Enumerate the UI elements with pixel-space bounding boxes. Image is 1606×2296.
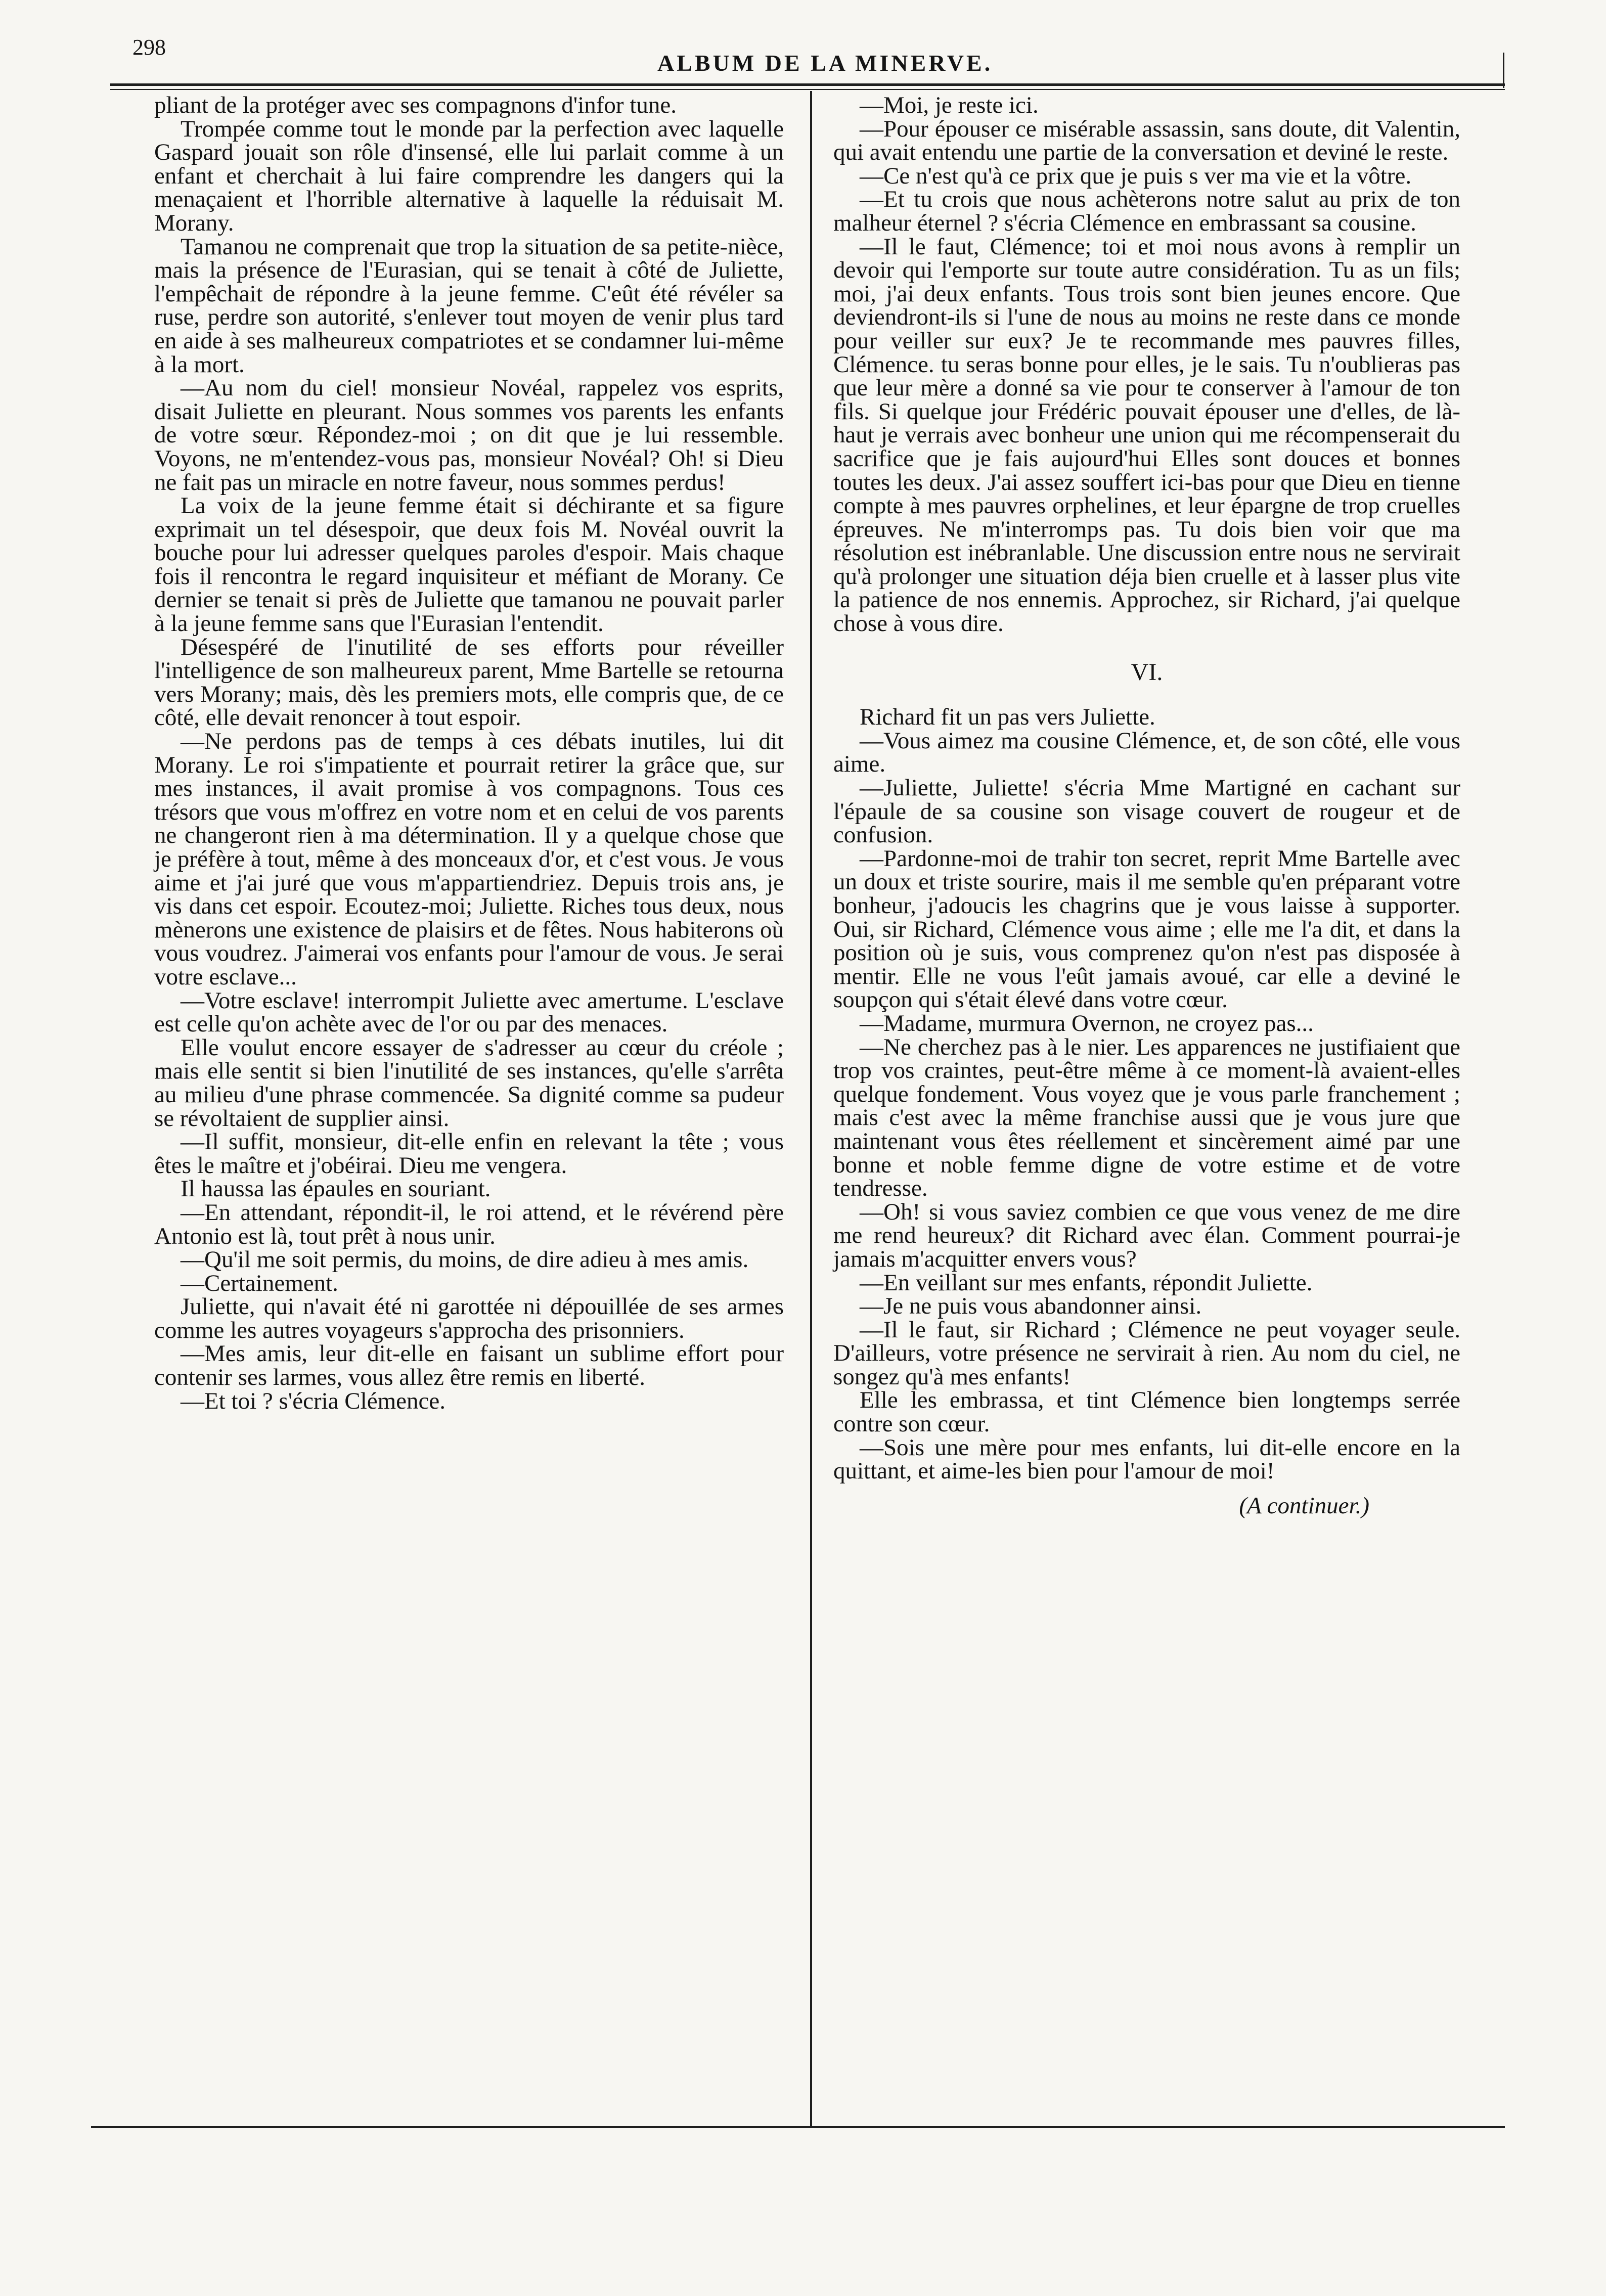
paragraph: Juliette, qui n'avait été ni garottée ni dépouillée de ses armes comme les autres voyageurs s'approcha des prisonniers. bbox=[154, 1293, 784, 1343]
footer-rule bbox=[91, 2126, 1505, 2128]
paragraph: —Il suffit, monsieur, dit-elle enfin en relevant la tête ; vous êtes le maître et j'obéirai. Dieu me vengera. bbox=[154, 1129, 784, 1179]
header-rule bbox=[110, 83, 1505, 86]
paragraph: —Qu'il me soit permis, du moins, de dire adieu à mes amis. bbox=[181, 1246, 749, 1273]
paragraph: —Ne perdons pas de temps à ces débats inutiles, lui dit Morany. Le roi s'impatiente et pourrait retirer la grâce que, sur mes instances, il avait promise à vos compagnons. Tous ces trésors que vous m'offrez en votre nom et en celui de vos parents ne changeront rien à ma détermination. Il y a quelque chose que je préfère à tout, même à des monceaux d'or, et c'est vous. Je vous aime et j'ai juré que vous m'appartiendriez. Depuis trois ans, je vis dans cet espoir. Ecoutez-moi; Juliette. Riches tous deux, nous mènerons une existence de plaisirs et de fêtes. Nous habiterons où vous voudrez. J'aimerai vos enfants pour l'amour de vous. Je serai votre esclave... bbox=[154, 728, 784, 990]
paragraph: —Moi, je reste ici. bbox=[860, 92, 1039, 118]
paragraph: —Pardonne-moi de trahir ton secret, reprit Mme Bartelle avec un doux et triste sourire, mais il me semble qu'en préparant votre bonheur, j'adoucis les chagrins que je vous laisse à supporter. Oui, sir Richard, Clémence vous aime ; elle me l'a dit, et dans la position où je suis, vous comprenez qu'on n'est pas disposée à mentir. Elle ne vous l'eût jamais avoué, car elle a deviné le soupçon qui s'était élevé dans votre cœur. bbox=[833, 845, 1460, 1013]
paragraph: —Votre esclave! interrompit Juliette avec amertume. L'esclave est celle qu'on achète avec de l'or ou par des menaces. bbox=[154, 987, 784, 1038]
paragraph: Désespéré de l'inutilité de ses efforts pour réveiller l'intelligence de son malheureux parent, Mme Bartelle se retourna vers Morany; mais, dès les premiers mots, elle compris que, de ce côté, elle devait renoncer à tout espoir. bbox=[154, 634, 784, 731]
paragraph: Il haussa las épaules en souriant. bbox=[181, 1176, 491, 1202]
column-divider bbox=[810, 91, 812, 2126]
paragraph: —Mes amis, leur dit-elle en faisant un sublime effort pour contenir ses larmes, vous allez être remis en liberté. bbox=[154, 1340, 784, 1391]
paragraph: —Pour épouser ce misérable assassin, sans doute, dit Valentin, qui avait entendu une partie de la conversation et deviné le reste. bbox=[833, 115, 1460, 166]
paragraph: —Ne cherchez pas à le nier. Les apparences ne justifiaient que trop vos craintes, peut-être même à ce moment-là avaient-elles quelque fondement. Vous voyez que je vous parle franchement ; mais c'est avec la même franchise aussi que je vous jure que maintenant vous êtes réellement et sincèrement aimé par une bonne et noble femme digne de votre estime et de votre tendresse. bbox=[833, 1033, 1460, 1202]
continuation-note: (A continuer.) bbox=[1239, 1492, 1369, 1519]
page-number: 298 bbox=[132, 35, 166, 60]
paragraph: —Sois une mère pour mes enfants, lui dit-elle encore en la quittant, et aime-les bien pour l'amour de moi! bbox=[833, 1434, 1460, 1484]
left-column bbox=[154, 94, 784, 1413]
paragraph: —Juliette, Juliette! s'écria Mme Martigné en cachant sur l'épaule de sa cousine son visage couvert de rougeur et de confusion. bbox=[833, 775, 1460, 848]
header-side-rule bbox=[1503, 53, 1504, 88]
header-rule-thin bbox=[110, 89, 1505, 90]
paragraph: —Je ne puis vous abandonner ainsi. bbox=[860, 1293, 1202, 1320]
paragraph: —Il le faut, Clémence; toi et moi nous avons à remplir un devoir qui l'emporte sur toute autre considération. Tu as un fils; moi, j'ai deux enfants. Tous trois sont bien jeunes encore. Que deviendront-ils si l'une de nous au moins ne reste dans ce monde pour veiller sur eux? Je te recommande mes pauvres filles, Clémence. tu seras bonne pour elles, je le sais. Tu n'oublieras pas que leur mère a donné sa vie pour te conserver à l'amour de ton fils. Si quelque jour Frédéric pouvait épouser une d'elles, de là-haut je verrais avec bonheur une union qui me récompenserait du sacrifice que je fais aujourd'hui Elles sont douces et bonnes toutes les deux. J'ai assez souffert ici-bas pour que Dieu en tienne compte à mes pauvres orphelines, et leur épargne de trop cruelles épreuves. Ne m'interromps pas. Tu dois bien voir que ma résolution est inébranlable. Une discussion entre nous ne servirait qu'à prolonger une situation déja bien cruelle et à lasser plus vite la patience de nos ennemis. Approchez, sir Richard, j'ai quelque chose à vous dire. bbox=[833, 233, 1460, 637]
paragraph: Trompée comme tout le monde par la perfection avec laquelle Gaspard jouait son rôle d'insensé, elle lui parlait comme à un enfant et cherchait à lui faire comprendre les dangers qui la menaçaient et l'horrible alternative à laquelle la réduisait M. Morany. bbox=[154, 115, 784, 236]
paragraph: —Et tu crois que nous achèterons notre salut au prix de ton malheur éternel ? s'écria Clémence en embrassant sa cousine. bbox=[833, 186, 1460, 236]
paragraph: —Il le faut, sir Richard ; Clémence ne peut voyager seule. D'ailleurs, votre présence ne servirait à rien. Au nom du ciel, ne songez qu'à mes enfants! bbox=[833, 1316, 1460, 1390]
right-column bbox=[833, 94, 1460, 1517]
paragraph: —Certainement. bbox=[181, 1270, 338, 1296]
paragraph: Tamanou ne comprenait que trop la situation de sa petite-nièce, mais la présence de l'Eurasian, qui se tenait à côté de Juliette, l'empêchait de répondre à la jeune femme. C'eût été révéler sa ruse, perdre son autorité, s'enlever tout moyen de venir plus tard en aide à ses malheureux compatriotes et se condamner lui-même à la mort. bbox=[154, 233, 784, 378]
paragraph: —Ce n'est qu'à ce prix que je puis s ver ma vie et la vôtre. bbox=[860, 162, 1412, 189]
section-heading: VI. bbox=[1131, 658, 1163, 686]
paragraph: —Au nom du ciel! monsieur Novéal, rappelez vos esprits, disait Juliette en pleurant. Nous sommes vos parents les enfants de votre sœur. Répondez-moi ; on dit que je lui ressemble. Voyons, ne m'entendez-vous pas, monsieur Novéal? Oh! si Dieu ne fait pas un miracle en notre faveur, nous sommes perdus! bbox=[154, 375, 784, 496]
running-title: ALBUM DE LA MINERVE. bbox=[657, 50, 993, 76]
paragraph: La voix de la jeune femme était si déchirante et sa figure exprimait un tel désespoir, que deux fois M. Novéal ouvrit la bouche pour lui adresser quelques paroles d'espoir. Mais chaque fois il rencontra le regard inquisiteur et méfiant de Morany. Ce dernier se tenait si près de Juliette que tamanou ne pouvait parler à la jeune femme sans que l'Eurasian l'entendit. bbox=[154, 492, 784, 637]
paragraph: Richard fit un pas vers Juliette. bbox=[860, 704, 1155, 731]
paragraph: Elle les embrassa, et tint Clémence bien longtemps serrée contre son cœur. bbox=[833, 1387, 1460, 1437]
paragraph: —Vous aimez ma cousine Clémence, et, de son côté, elle vous aime. bbox=[833, 727, 1460, 778]
paragraph: Elle voulut encore essayer de s'adresser au cœur du créole ; mais elle sentit si bien l'inutilité de ses instances, qu'elle s'arrêta au milieu d'une phrase commencée. Sa dignité comme sa pudeur se révoltaient de supplier ainsi. bbox=[154, 1034, 784, 1132]
paragraph: pliant de la protéger avec ses compagnons d'infor tune. bbox=[154, 92, 677, 118]
paragraph: —Oh! si vous saviez combien ce que vous venez de me dire me rend heureux? dit Richard avec élan. Comment pourrai-je jamais m'acquitter envers vous? bbox=[833, 1198, 1460, 1272]
paragraph: —Et toi ? s'écria Clémence. bbox=[181, 1387, 445, 1414]
paragraph: —En attendant, répondit-il, le roi attend, et le révérend père Antonio est là, tout prêt à nous unir. bbox=[154, 1199, 784, 1249]
paragraph: —En veillant sur mes enfants, répondit Juliette. bbox=[860, 1269, 1313, 1296]
paragraph: —Madame, murmura Overnon, ne croyez pas... bbox=[860, 1010, 1314, 1037]
